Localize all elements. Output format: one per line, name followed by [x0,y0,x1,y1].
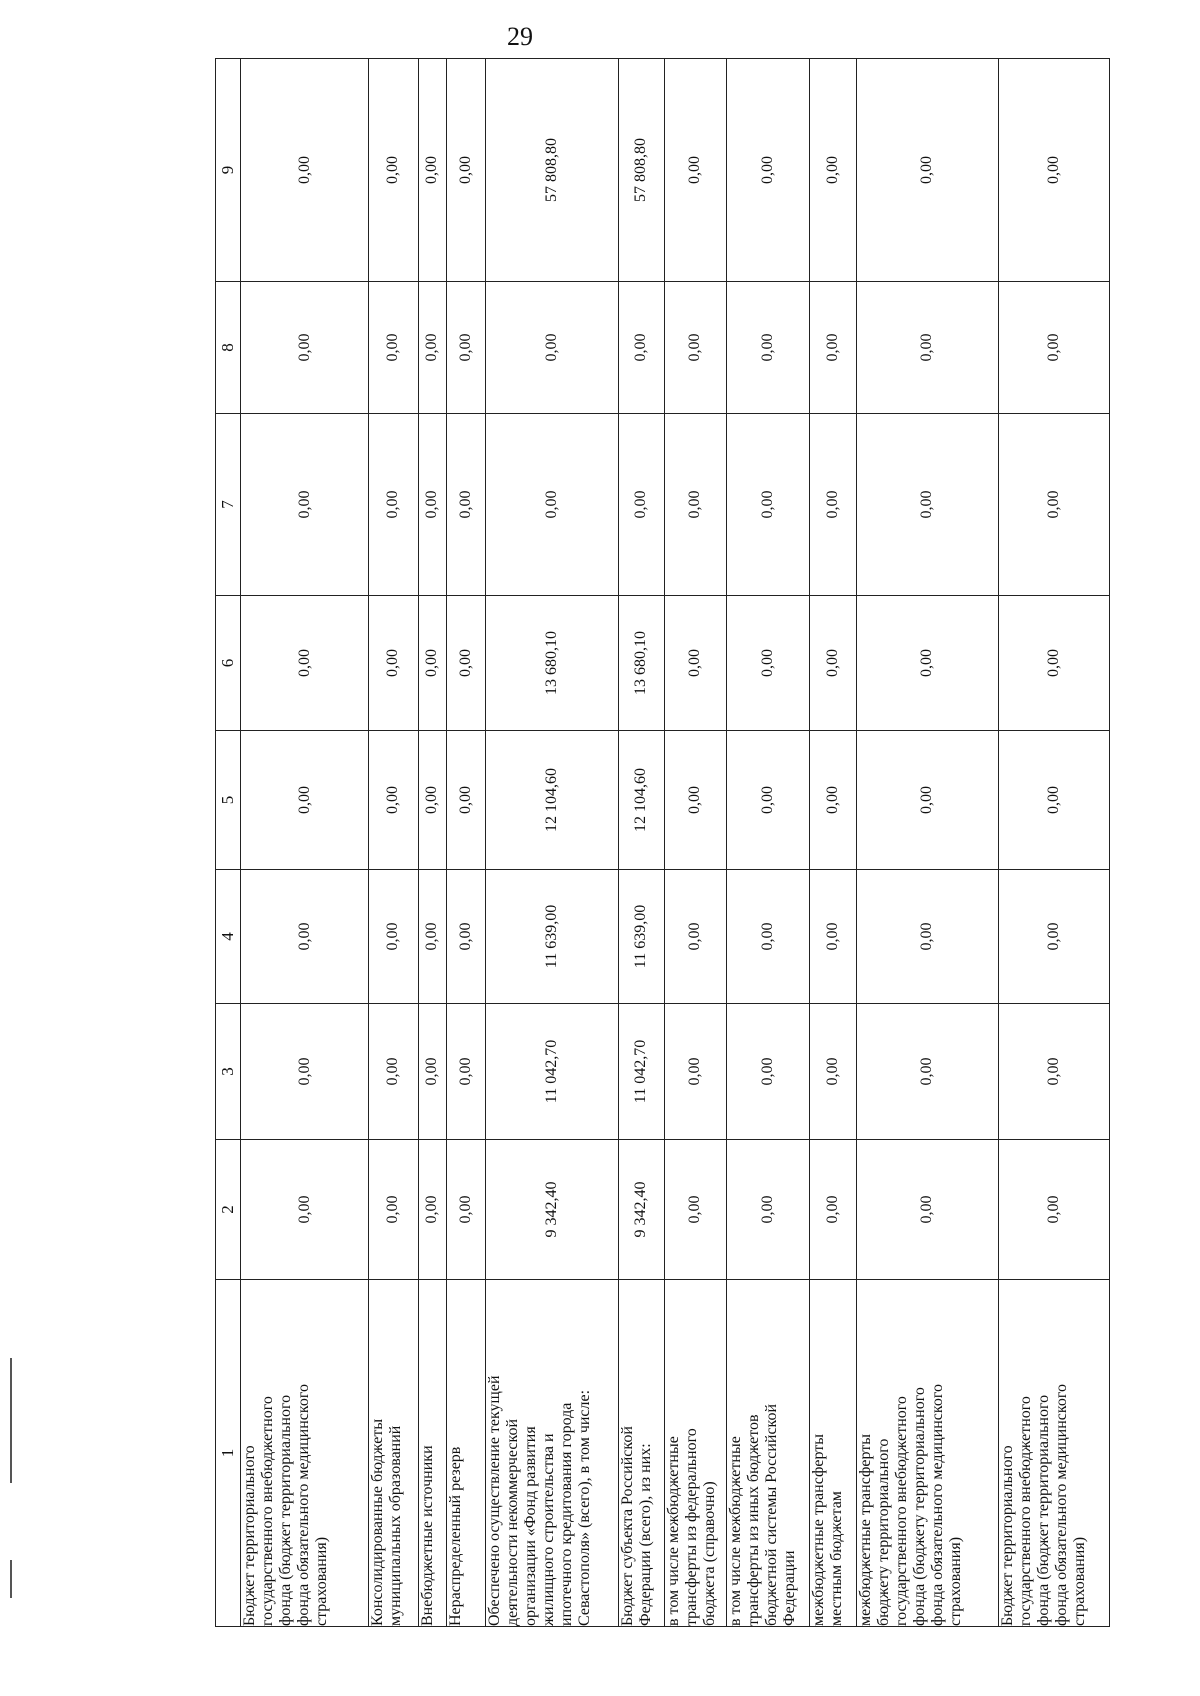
value-cell: 0,00 [486,414,619,596]
column-header: 1 [216,1280,241,1627]
value-cell: 0,00 [664,731,726,870]
value-cell: 0,00 [664,1140,726,1280]
value-cell: 0,00 [241,282,369,414]
value-cell: 0,00 [446,731,485,870]
value-cell: 0,00 [998,596,1109,731]
row-label: Бюджет территориального государственного внебюджетного фонда (бюджет территориального фонда обязательного медицинского страхования) [241,1280,369,1627]
value-cell: 9 342,40 [486,1140,619,1280]
row-label: Внебюджетные источники [418,1280,446,1627]
value-cell: 0,00 [726,1004,809,1140]
value-cell: 0,00 [446,870,485,1004]
value-cell: 0,00 [856,870,998,1004]
value-cell: 0,00 [418,59,446,282]
column-header: 8 [216,282,241,414]
value-cell: 0,00 [998,414,1109,596]
value-cell: 0,00 [241,1140,369,1280]
value-cell: 0,00 [241,414,369,596]
value-cell: 57 808,80 [486,59,619,282]
table-row [726,59,809,1627]
value-cell: 0,00 [418,1004,446,1140]
row-label: Бюджет территориального государственного внебюджетного фонда (бюджет территориального фонда обязательного медицинского страхования) [998,1280,1109,1627]
value-cell: 0,00 [809,731,856,870]
value-cell: 0,00 [856,414,998,596]
value-cell: 0,00 [664,1004,726,1140]
budget-table [215,58,1110,1627]
value-cell: 0,00 [241,731,369,870]
value-cell: 0,00 [618,414,664,596]
value-cell: 0,00 [998,282,1109,414]
value-cell: 0,00 [369,414,418,596]
value-cell: 0,00 [726,59,809,282]
margin-line-upper [10,1358,12,1483]
value-cell: 0,00 [369,1004,418,1140]
value-cell: 12 104,60 [618,731,664,870]
value-cell: 0,00 [664,870,726,1004]
table-row [241,59,369,1627]
value-cell: 11 639,00 [618,870,664,1004]
value-cell: 0,00 [418,870,446,1004]
value-cell: 0,00 [856,731,998,870]
value-cell: 11 042,70 [618,1004,664,1140]
row-label: Бюджет субъекта Российской Федерации (всего), из них: [618,1280,664,1627]
value-cell: 0,00 [418,414,446,596]
value-cell: 0,00 [856,59,998,282]
value-cell: 0,00 [446,1140,485,1280]
value-cell: 11 639,00 [486,870,619,1004]
value-cell: 0,00 [618,282,664,414]
value-cell: 0,00 [809,59,856,282]
value-cell: 0,00 [726,414,809,596]
table-row [369,59,418,1627]
value-cell: 0,00 [809,282,856,414]
value-cell: 0,00 [998,1004,1109,1140]
value-cell: 0,00 [446,414,485,596]
value-cell: 11 042,70 [486,1004,619,1140]
value-cell: 0,00 [369,282,418,414]
column-header: 7 [216,414,241,596]
table-row [998,59,1109,1627]
column-header: 2 [216,1140,241,1280]
column-header: 3 [216,1004,241,1140]
value-cell: 0,00 [446,59,485,282]
value-cell: 0,00 [726,1140,809,1280]
value-cell: 9 342,40 [618,1140,664,1280]
value-cell: 13 680,10 [486,596,619,731]
value-cell: 0,00 [998,731,1109,870]
value-cell: 12 104,60 [486,731,619,870]
table-row [809,59,856,1627]
value-cell: 0,00 [446,596,485,731]
value-cell: 0,00 [856,282,998,414]
value-cell: 0,00 [998,870,1109,1004]
value-cell: 0,00 [726,731,809,870]
margin-line-lower [10,1560,12,1598]
row-label: межбюджетные трансферты местным бюджетам [809,1280,856,1627]
value-cell: 0,00 [809,1004,856,1140]
value-cell: 0,00 [809,596,856,731]
value-cell: 0,00 [369,596,418,731]
value-cell: 0,00 [369,731,418,870]
value-cell: 0,00 [418,731,446,870]
value-cell: 0,00 [726,870,809,1004]
page-number: 29 [507,22,533,51]
value-cell: 0,00 [726,282,809,414]
value-cell: 0,00 [241,596,369,731]
column-header: 9 [216,59,241,282]
column-header: 5 [216,731,241,870]
table-row [446,59,485,1627]
value-cell: 0,00 [664,414,726,596]
value-cell: 0,00 [241,59,369,282]
row-label: в том числе межбюджетные трансферты из федерального бюджета (справочно) [664,1280,726,1627]
row-label: Консолидированные бюджеты муниципальных образований [369,1280,418,1627]
value-cell: 0,00 [998,1140,1109,1280]
column-header: 4 [216,870,241,1004]
value-cell: 0,00 [664,59,726,282]
value-cell: 0,00 [664,282,726,414]
value-cell: 0,00 [486,282,619,414]
value-cell: 0,00 [664,596,726,731]
value-cell: 0,00 [369,59,418,282]
table-row [856,59,998,1627]
value-cell: 0,00 [809,414,856,596]
value-cell: 0,00 [809,1140,856,1280]
table-body [241,59,1110,1627]
table-row [664,59,726,1627]
value-cell: 0,00 [418,596,446,731]
value-cell: 0,00 [856,1140,998,1280]
value-cell: 0,00 [418,282,446,414]
value-cell: 0,00 [241,870,369,1004]
value-cell: 0,00 [446,1004,485,1140]
value-cell: 0,00 [446,282,485,414]
table-row [418,59,446,1627]
table-row [486,59,619,1627]
row-label: Обеспечено осуществление текущей деятельности некоммерческой организации «Фонд развития жилищного строительства и ипотечного кредитования города Севастополя» (всего), в том числе: [486,1280,619,1627]
table-header-row [216,59,241,1627]
row-label: в том числе межбюджетные трансферты из иных бюджетов бюджетной системы Российской Федерации [726,1280,809,1627]
value-cell: 0,00 [241,1004,369,1140]
table-row [618,59,664,1627]
column-header: 6 [216,596,241,731]
rotated-table-container [215,59,1110,1627]
value-cell: 0,00 [856,596,998,731]
value-cell: 57 808,80 [618,59,664,282]
value-cell: 0,00 [856,1004,998,1140]
value-cell: 0,00 [809,870,856,1004]
value-cell: 0,00 [726,596,809,731]
value-cell: 0,00 [369,870,418,1004]
value-cell: 0,00 [998,59,1109,282]
value-cell: 0,00 [418,1140,446,1280]
value-cell: 13 680,10 [618,596,664,731]
row-label: межбюджетные трансферты бюджету территориального государственного внебюджетного фонда (бюджету территориального фонда обязательного медицинского страхования) [856,1280,998,1627]
row-label: Нераспределенный резерв [446,1280,485,1627]
value-cell: 0,00 [369,1140,418,1280]
